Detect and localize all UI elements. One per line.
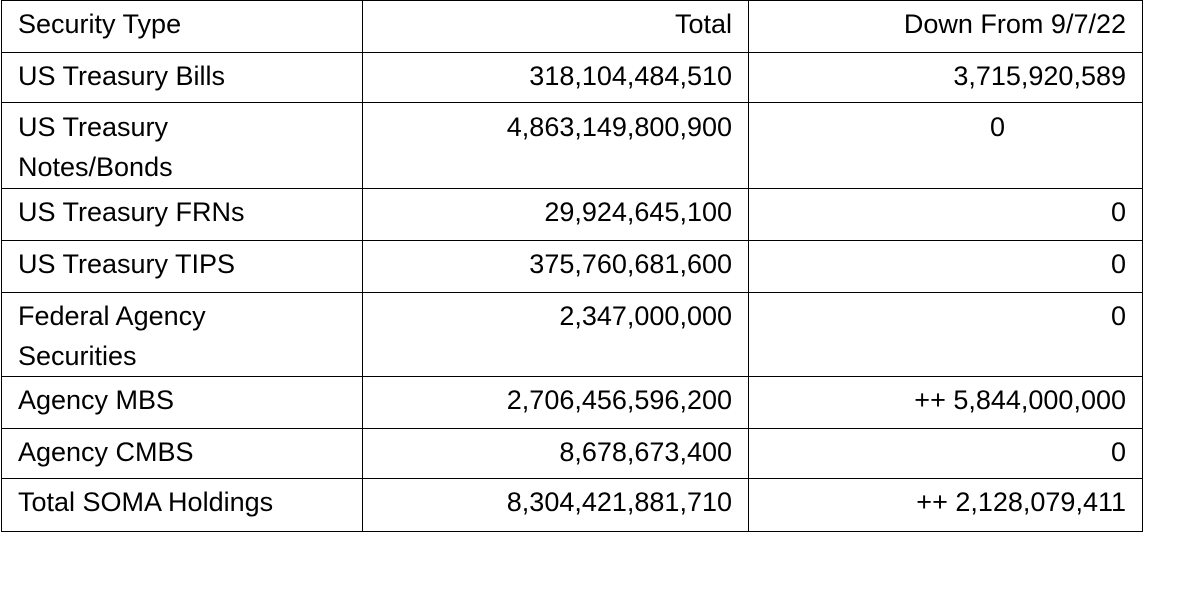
total-cell: 2,706,456,596,200 [363,377,749,429]
total-cell: 8,304,421,881,710 [363,479,749,532]
total-cell: 4,863,149,800,900 [363,103,749,189]
down-from-cell: 0 [749,241,1143,293]
table-row [2,293,1143,377]
security-type-cell: Total SOMA Holdings [2,479,363,532]
header-down-from: Down From 9/7/22 [749,1,1143,53]
table-row [2,103,1143,189]
security-type-cell [2,293,363,377]
header-security-type: Security Type [2,1,363,53]
table-row [2,53,1143,103]
down-from-cell: ++ 2,128,079,411 [749,479,1143,532]
soma-holdings-table [1,0,1143,532]
security-type-line: Notes/Bonds [18,152,173,182]
security-type-cell: Agency CMBS [2,429,363,479]
table-row [2,377,1143,429]
down-from-cell: 0 [749,103,1143,189]
security-type-cell: US Treasury Bills [2,53,363,103]
table-row [2,429,1143,479]
security-type-line: Securities [18,341,137,371]
down-from-cell: 0 [749,293,1143,377]
down-from-cell: 0 [749,189,1143,241]
table-row [2,241,1143,293]
total-cell: 8,678,673,400 [363,429,749,479]
down-from-cell: 0 [749,429,1143,479]
security-type-line: Federal Agency [18,301,206,331]
security-type-cell: Agency MBS [2,377,363,429]
security-type-cell: US Treasury TIPS [2,241,363,293]
total-cell: 29,924,645,100 [363,189,749,241]
soma-holdings-table-container [1,0,1143,532]
security-type-cell: US Treasury FRNs [2,189,363,241]
header-total: Total [363,1,749,53]
table-header-row [2,1,1143,53]
security-type-cell [2,103,363,189]
security-type-line: US Treasury [18,112,169,142]
down-from-cell: ++ 5,844,000,000 [749,377,1143,429]
table-row [2,189,1143,241]
total-cell: 375,760,681,600 [363,241,749,293]
total-cell: 2,347,000,000 [363,293,749,377]
down-from-cell: 3,715,920,589 [749,53,1143,103]
total-cell: 318,104,484,510 [363,53,749,103]
table-row-total [2,479,1143,532]
